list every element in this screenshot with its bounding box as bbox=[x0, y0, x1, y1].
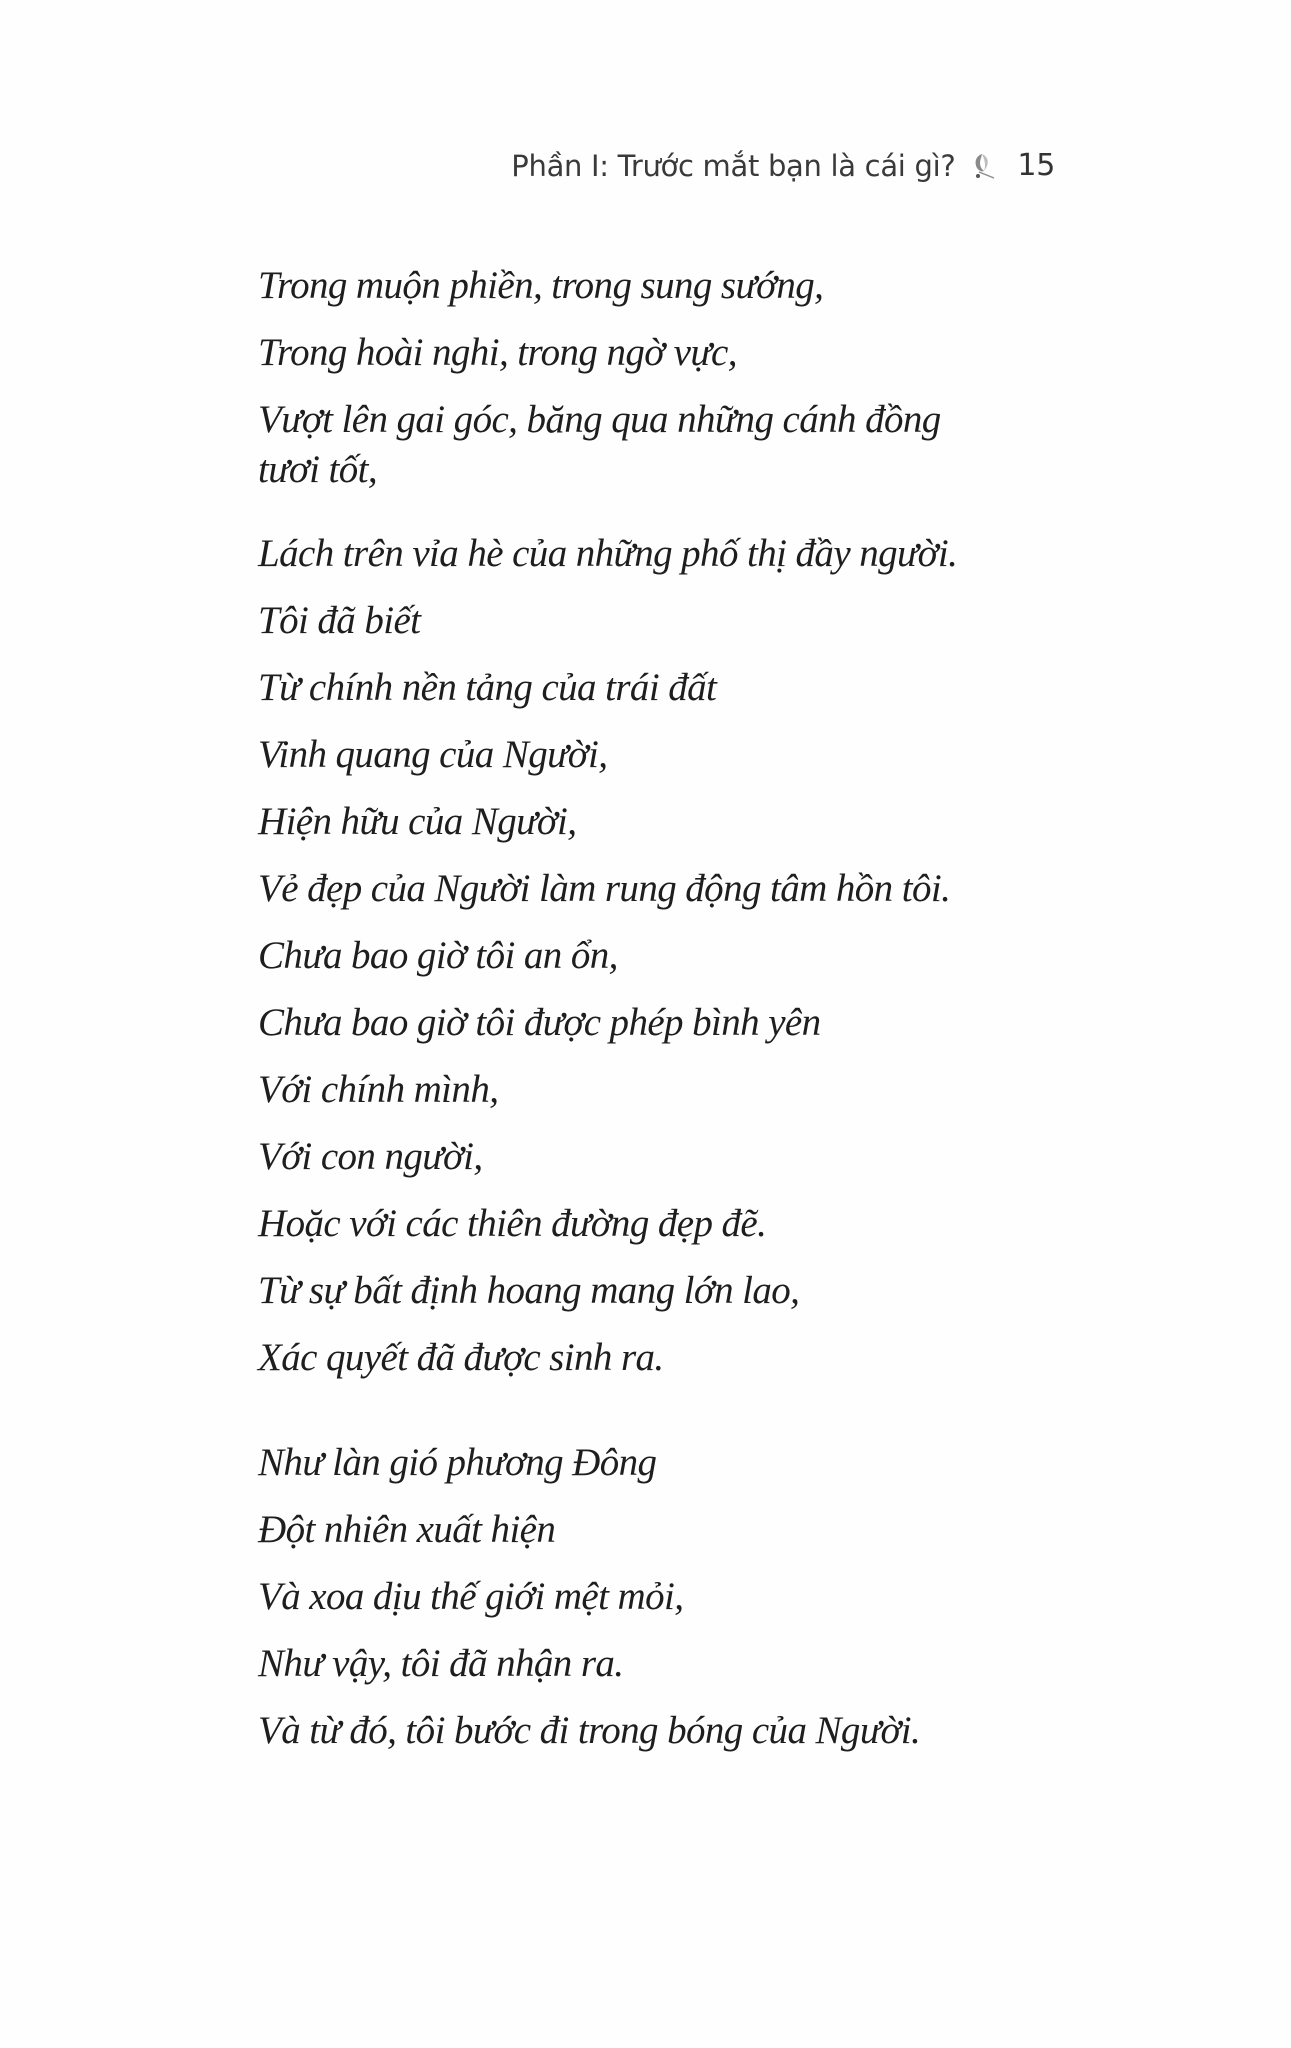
poem-line: Hoặc với các thiên đường đẹp đẽ. bbox=[258, 1202, 767, 1245]
poem-line: Chưa bao giờ tôi an ổn, bbox=[258, 934, 618, 977]
poem-line: Lách trên vỉa hè của những phố thị đầy người. bbox=[258, 532, 958, 575]
poem-line: Vinh quang của Người, bbox=[258, 733, 608, 776]
poem-line: Với chính mình, bbox=[258, 1068, 499, 1111]
running-header bbox=[511, 148, 1055, 183]
poem-line: Chưa bao giờ tôi được phép bình yên bbox=[258, 1001, 821, 1044]
leaf-ornament-icon bbox=[967, 151, 997, 181]
poem-line: Và xoa dịu thế giới mệt mỏi, bbox=[258, 1575, 684, 1618]
page-number: 15 bbox=[1017, 148, 1055, 183]
poem-line: Từ chính nền tảng của trái đất bbox=[258, 666, 717, 709]
poem-line: Và từ đó, tôi bước đi trong bóng của Người. bbox=[258, 1709, 921, 1752]
poem bbox=[258, 252, 1058, 1764]
poem-line: Trong muộn phiền, trong sung sướng, bbox=[258, 264, 824, 307]
running-title: Phần I: Trước mắt bạn là cái gì? bbox=[511, 148, 956, 183]
poem-line: Hiện hữu của Người, bbox=[258, 800, 577, 843]
poem-line: Vẻ đẹp của Người làm rung động tâm hồn tôi. bbox=[258, 867, 951, 910]
poem-line: Tôi đã biết bbox=[258, 599, 421, 642]
poem-line: Xác quyết đã được sinh ra. bbox=[258, 1336, 664, 1379]
poem-line: Từ sự bất định hoang mang lớn lao, bbox=[258, 1269, 800, 1312]
stanza-2 bbox=[258, 1429, 1058, 1764]
poem-line: Trong hoài nghi, trong ngờ vực, bbox=[258, 331, 737, 374]
poem-line: Như vậy, tôi đã nhận ra. bbox=[258, 1642, 624, 1685]
poem-line: Đột nhiên xuất hiện bbox=[258, 1508, 556, 1551]
stanza-1 bbox=[258, 252, 1058, 1391]
poem-line: Vượt lên gai góc, băng qua những cánh đồng bbox=[258, 398, 941, 441]
poem-line-continuation: tươi tốt, bbox=[258, 448, 378, 491]
poem-line: Như làn gió phương Đông bbox=[258, 1441, 657, 1484]
poem-line: Với con người, bbox=[258, 1135, 483, 1178]
